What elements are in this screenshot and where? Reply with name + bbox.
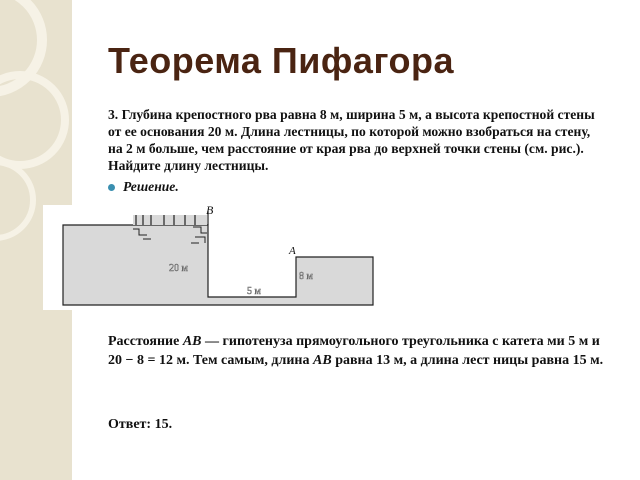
label-wall-height: 20 м <box>169 263 188 274</box>
segment-ab-1: AB <box>182 334 202 349</box>
solution-label: Решение. <box>123 179 179 194</box>
bullet-icon <box>108 184 115 191</box>
segment-ab-2: AB <box>313 353 332 368</box>
solution-explanation <box>108 332 608 370</box>
explanation-part1: Расстояние <box>108 334 183 349</box>
final-answer: Ответ: 15. <box>108 417 173 432</box>
label-a: A <box>289 245 296 257</box>
wall-top <box>133 215 207 225</box>
explanation-part3: равна 13 м, а длина лест ницы равна 15 м. <box>331 353 604 368</box>
slide-title: Теорема Пифагора <box>108 40 454 81</box>
solution-bullet <box>108 179 179 195</box>
problem-text: 3. Глубина крепостного рва равна 8 м, ширина 5 м, а высота крепостной стены от ее основания 20 м. Длина лестницы, по которой можно взобраться на стену, на 2 м больше, чем расстояние от края рва до верхней точки стены (см. рис.). Найдите длину лестницы. <box>108 107 595 173</box>
label-moat-width: 5 м <box>247 286 261 297</box>
explanation-part2: — гипотенуза прямоугольного треугольника с катета ми 5 м и 20 − 8 = 12 м. Тем самым, длина <box>108 334 600 368</box>
label-b: B <box>206 205 214 217</box>
label-moat-depth: 8 м <box>299 271 313 282</box>
moat-wall-figure <box>43 205 378 310</box>
